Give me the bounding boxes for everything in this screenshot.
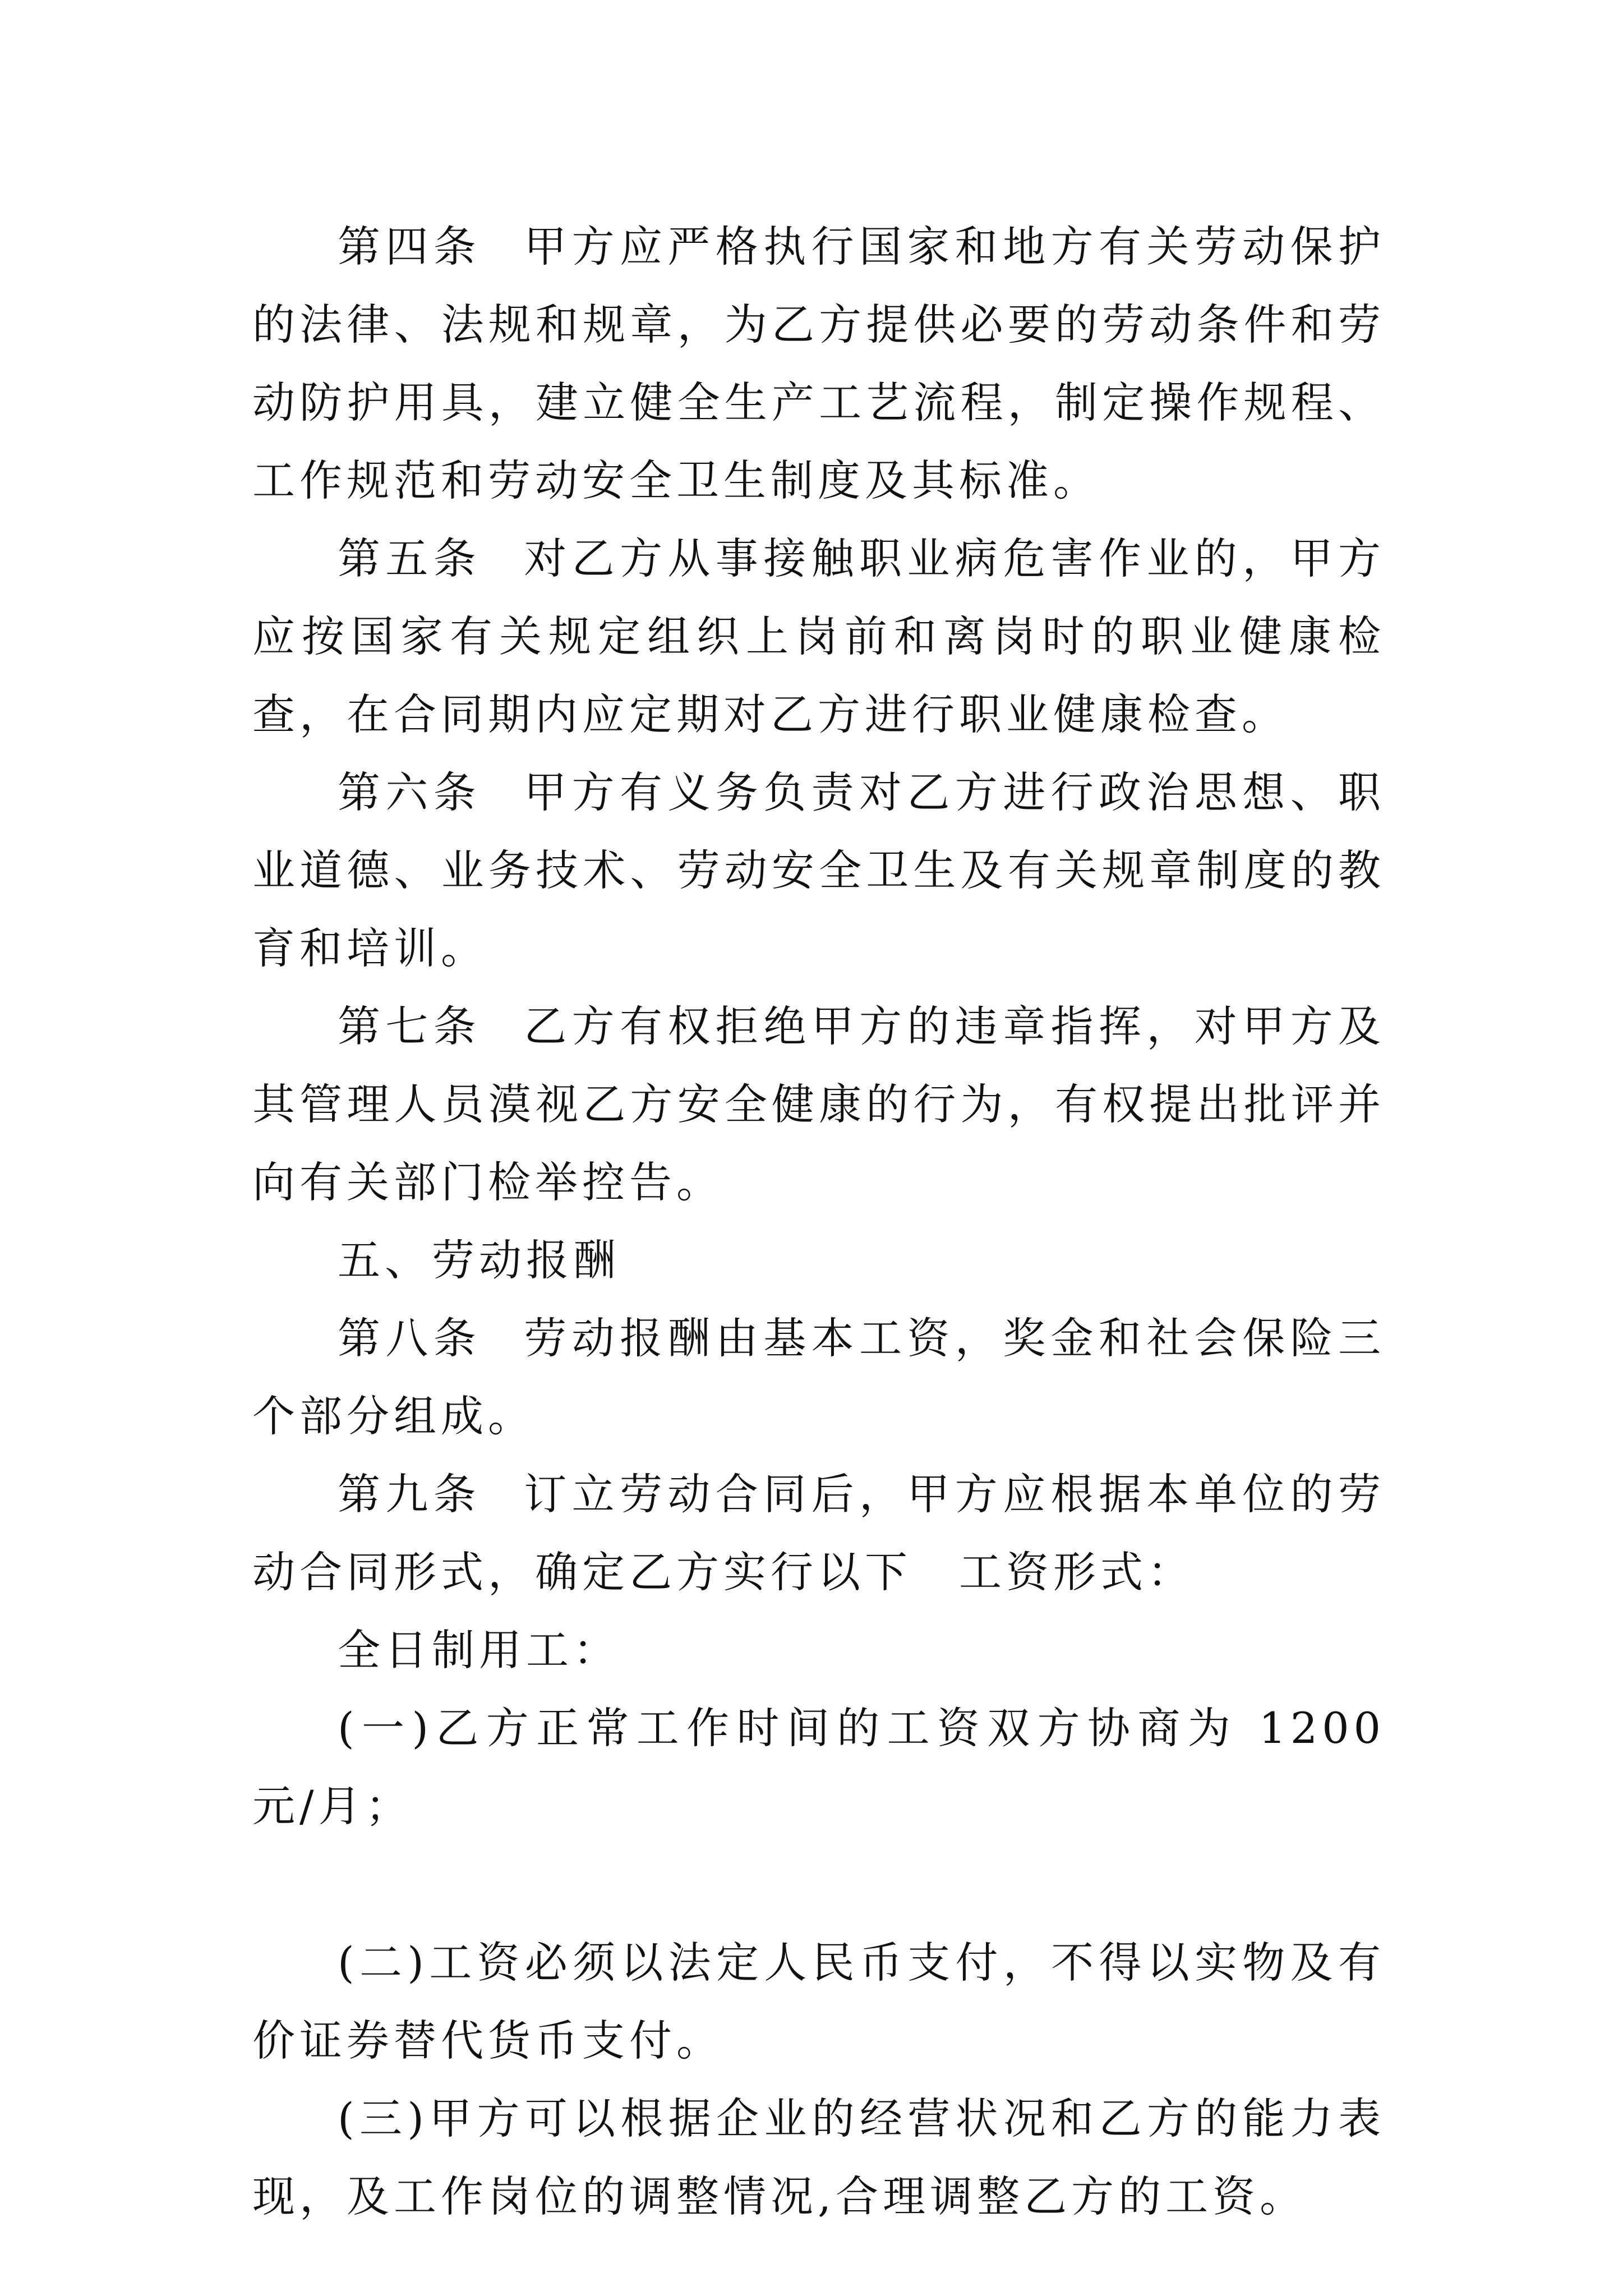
article-number: 第五条 bbox=[338, 533, 482, 583]
article-text: 乙方有权拒绝甲方的违章指挥，对甲方及其管理人员漠视乙方安全健康的行为，有权提出批评并向有关部门检举控告。 bbox=[252, 1001, 1386, 1207]
blank-line bbox=[252, 1845, 1385, 1924]
article-8 bbox=[252, 1299, 1385, 1455]
article-number: 第八条 bbox=[338, 1313, 482, 1363]
article-number: 第四条 bbox=[338, 222, 482, 272]
article-6 bbox=[252, 753, 1385, 987]
article-number: 第七条 bbox=[338, 1001, 482, 1051]
article-9 bbox=[252, 1455, 1385, 1611]
document-body bbox=[252, 208, 1385, 2235]
article-text: 甲方有义务负责对乙方进行政治思想、职业道德、业务技术、劳动安全卫生及有关规章制度的教育和培训。 bbox=[252, 767, 1386, 973]
article-5 bbox=[252, 519, 1385, 753]
section-heading-remuneration: 五、劳动报酬 bbox=[338, 1235, 620, 1285]
item-1: (一)乙方正常工作时间的工资双方协商为 1200 元/月； bbox=[252, 1703, 1385, 1831]
article-7 bbox=[252, 987, 1385, 1221]
article-text: 甲方应严格执行国家和地方有关劳动保护的法律、法规和规章，为乙方提供必要的劳动条件和劳动防护用具，建立健全生产工艺流程，制定操作规程、工作规范和劳动安全卫生制度及其标准。 bbox=[252, 222, 1386, 505]
full-time-label: 全日制用工： bbox=[338, 1625, 620, 1675]
article-text: 劳动报酬由基本工资，奖金和社会保险三个部分组成。 bbox=[252, 1313, 1386, 1441]
item-3: (三)甲方可以根据企业的经营状况和乙方的能力表现，及工作岗位的调整情况,合理调整乙方的工资。 bbox=[252, 2093, 1385, 2221]
article-text: 对乙方从事接触职业病危害作业的，甲方应按国家有关规定组织上岗前和离岗时的职业健康检查，在合同期内应定期对乙方进行职业健康检查。 bbox=[252, 533, 1386, 739]
article-4 bbox=[252, 208, 1385, 519]
item-2: (二)工资必须以法定人民币支付，不得以实物及有价证券替代货币支付。 bbox=[252, 1938, 1385, 2065]
article-number: 第六条 bbox=[338, 767, 482, 817]
article-text: 订立劳动合同后，甲方应根据本单位的劳动合同形式，确定乙方实行以下 工资形式： bbox=[252, 1469, 1386, 1597]
article-number: 第九条 bbox=[338, 1469, 482, 1519]
